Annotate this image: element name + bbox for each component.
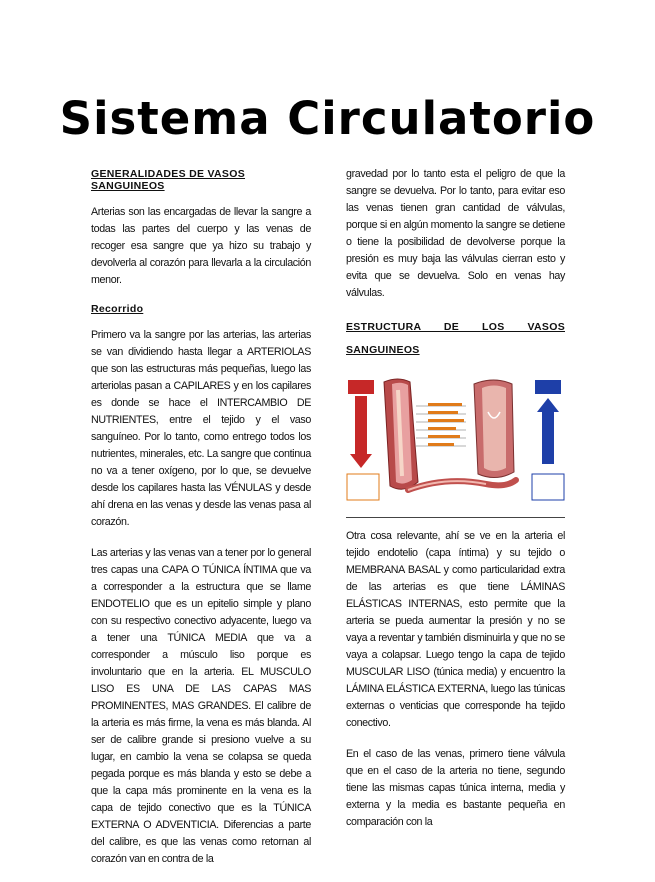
blood-vessel-diagram [346,372,565,507]
artery-caption-box [347,474,379,500]
vein-label-box [535,380,561,394]
figure-divider [346,517,565,518]
page-title: Sistema Circulatorio [59,92,596,145]
paragraph-membrana-basal: Otra cosa relevante, ahí se ve en la arteria el tejido endotelio (capa íntima) y su tejido o MEMBRANA BASAL y como particularidad extra de las arterias es que tiene LÁMINAS ELÁSTICAS INTERNAS, esto permite que la arteria se pueda aumentar la presión y no se vaya a reventar y también disminuirla y que no se vaya a colapsar. Luego tengo la capa de tejido MUSCULAR LISO (túnica media) y encuentro la LÁMINA ELÁSTICA EXTERNA, luego las túnicas externas o venticias que corresponde ha tejido conectivo. [346,530,565,729]
paragraph-generalidades: Arterias son las encargadas de llevar la sangre a todas las partes del cuerpo y las venas de recoger esa sangre que ya hizo su trabajo y devolverla al corazón para llevarla a la circulación menor. [91,206,311,286]
vein-caption-box [532,474,564,500]
section-heading-estructura: ESTRUCTURA DE LOS VASOS SANGUINEOS [346,321,565,356]
right-column [346,166,565,845]
section-heading-generalidades: GENERALIDADES DE VASOS SANGUINEOS [91,168,246,192]
paragraph-recorrido: Primero va la sangre por las arterias, las arterias se van dividiendo hasta llegar a ARTERIOLAS que son las estructuras más pequeñas, luego las arteriolas pasan a CAPILARES y en los capilares es donde se hace el INTERCAMBIO DE NUTRIENTES, entre el tejido y el vaso sanguíneo. Por lo tanto, como entrego todos los nutrientes, minerales, etc. La sangre que continua no va a tener oxígeno, por lo que, se devuelve desde los capilares hasta las VÉNULAS y desde ahí drena en las venas y desde las venas pasa al corazón. [91,329,311,528]
vein-arrow-icon [537,398,559,412]
artery-label-box [348,380,374,394]
section-heading-recorrido: Recorrido [91,303,144,315]
artery-arrow-icon [355,396,367,454]
paragraph-capas: Las arterias y las venas van a tener por lo general tres capas una CAPA O TÚNICA ÍNTIMA que va a corresponder a la estructura que se llame ENDOTELIO que es un epitelio simple y plano con su respectivo conectivo adyacente, luego va a tener una TÚNICA MEDIA que va a corresponder a músculo liso porque es involuntario que en la arteria. EL MUSCULO LISO ES UNA DE LAS CAPAS MAS PROMINENTES, MAS GRANDES. El calibre de la arteria es más firme, la vena es más blanda. Al ser de calibre grande si presiono vuelve a su lugar, en cambio la vena se colapsa se queda pegada porque es más blanda y esto se debe a que la capa más prominente en la vena es la capa de tejido conectivo que es la TÚNICA EXTERNA O ADVENTICIA. Diferencias a parte del calibre, es que las venas como retornan al corazón van en contra de la [91,547,311,865]
paragraph-valvulas: gravedad por lo tanto esta el peligro de que la sangre se devuelva. Por lo tanto, para evitar eso las venas tienen gran cantidad de válvulas, porque si en algún momento la sangre se detiene o tiene la posibilidad de devolverse porque la presión es muy baja las válvulas cierran esto y evita que se devuelva. Solo en venas hay válvulas. [346,168,565,299]
left-column [91,168,311,882]
paragraph-venas: En el caso de las venas, primero tiene válvula que en el caso de la arteria no tiene, segundo tiene las mismas capas túnica interna, media y externa y la media es bastante pequeña en comparación con la [346,748,565,828]
